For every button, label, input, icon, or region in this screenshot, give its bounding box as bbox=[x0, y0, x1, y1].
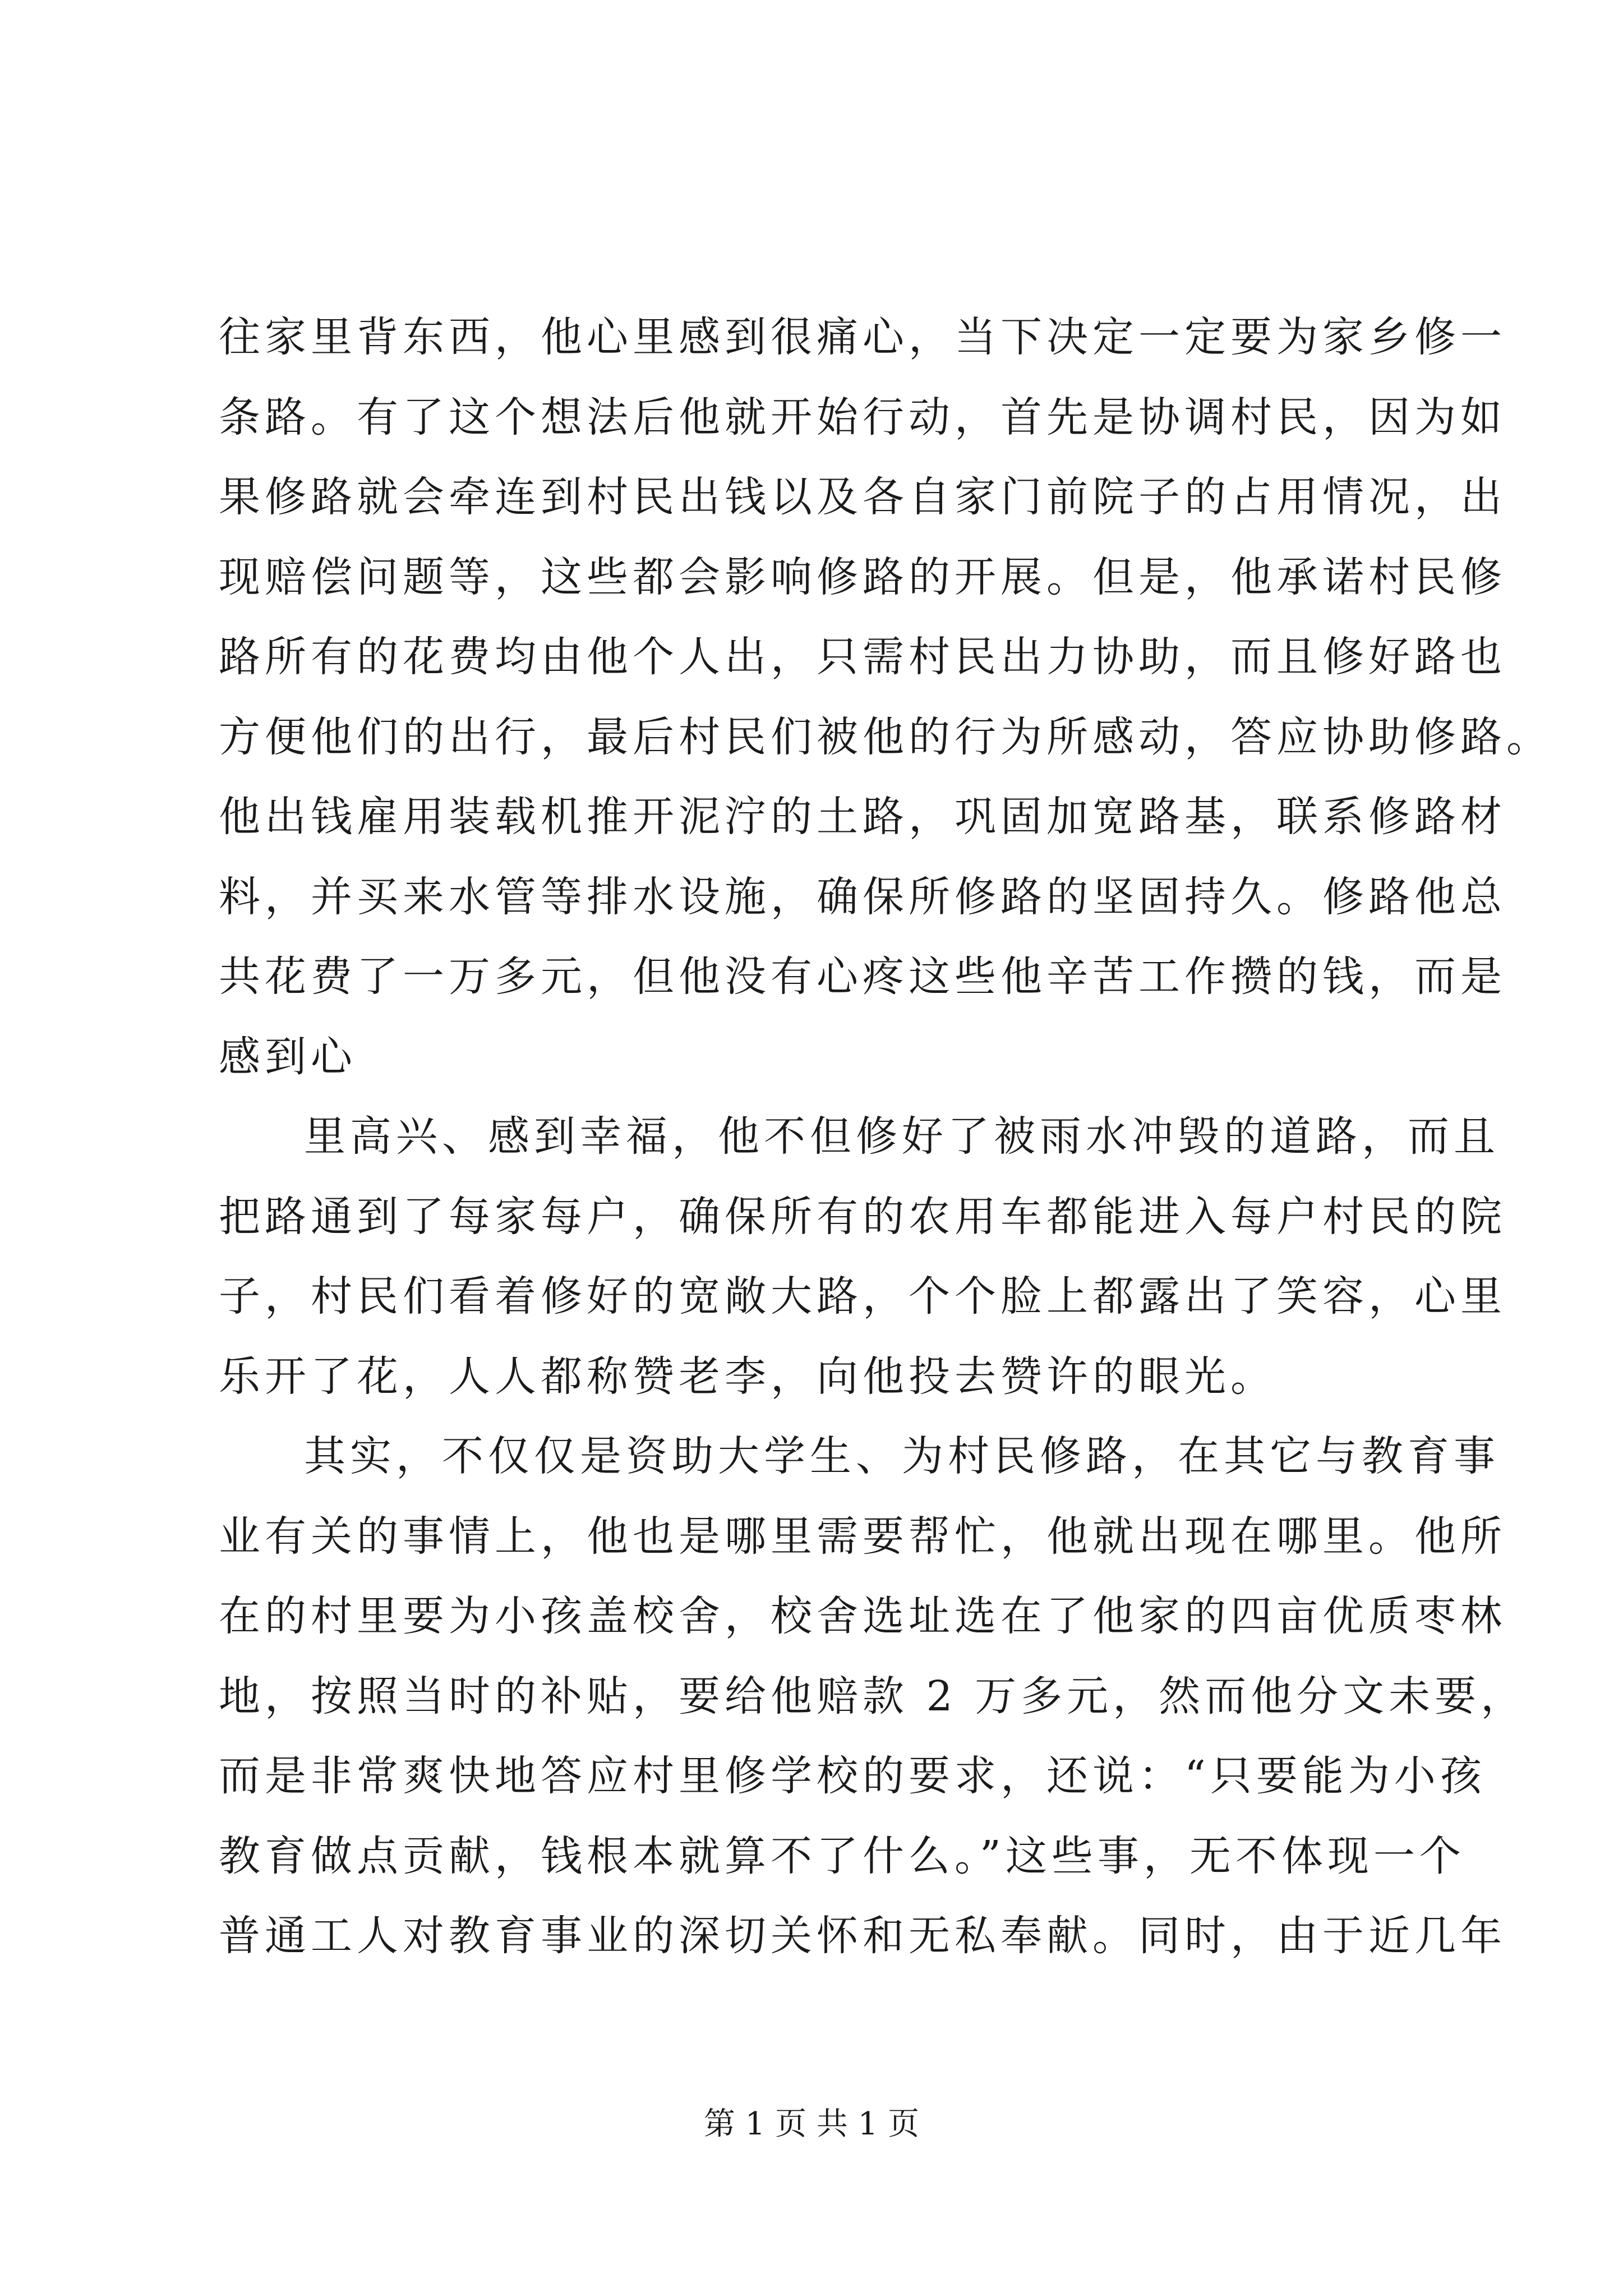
text-line: 子，村民们看着修好的宽敞大路，个个脸上都露出了笑容，心里 bbox=[219, 1272, 1506, 1320]
text-line: 往家里背东西，他心里感到很痛心，当下决定一定要为家乡修一 bbox=[219, 313, 1506, 361]
text-line: 现赔偿问题等，这些都会影响修路的开展。但是，他承诺村民修 bbox=[219, 553, 1506, 601]
page-footer bbox=[0, 2105, 1623, 2144]
text-line: 教育做点贡献，钱根本就算不了什么。”这些事，无不体现一个 bbox=[219, 1832, 1465, 1880]
text-line: 把路通到了每家每户，确保所有的农用车都能进入每户村民的院 bbox=[219, 1192, 1506, 1241]
text-line: 业有关的事情上，他也是哪里需要帮忙，他就出现在哪里。他所 bbox=[219, 1512, 1506, 1561]
text-line: 普通工人对教育事业的深切关怀和无私奉献。同时，由于近几年 bbox=[219, 1912, 1506, 1960]
text-line-paragraph-start: 其实，不仅仅是资助大学生、为村民修路，在其它与教育事 bbox=[304, 1432, 1500, 1480]
text-line: 他出钱雇用装载机推开泥泞的土路，巩固加宽路基，联系修路材 bbox=[219, 793, 1506, 841]
text-line-paragraph-start: 里高兴、感到幸福，他不但修好了被雨水冲毁的道路，而且 bbox=[304, 1112, 1500, 1161]
text-line: 乐开了花，人人都称赞老李，向他投去赞许的眼光。 bbox=[219, 1352, 1276, 1401]
document-body bbox=[219, 297, 1552, 1976]
text-line: 共花费了一万多元，但他没有心疼这些他辛苦工作攒的钱，而是 bbox=[219, 953, 1506, 1001]
text-line: 感到心 bbox=[219, 1032, 357, 1081]
text-line: 方便他们的出行，最后村民们被他的行为所感动，答应协助修路。 bbox=[219, 712, 1552, 761]
text-line: 地，按照当时的补贴，要给他赔款 2 万多元，然而他分文未要， bbox=[219, 1672, 1527, 1720]
text-line: 在的村里要为小孩盖校舍，校舍选址选在了他家的四亩优质枣林 bbox=[219, 1592, 1506, 1640]
text-line: 料，并买来水管等排水设施，确保所修路的坚固持久。修路他总 bbox=[219, 872, 1506, 921]
text-line: 条路。有了这个想法后他就开始行动，首先是协调村民，因为如 bbox=[219, 393, 1506, 441]
text-line: 果修路就会牵连到村民出钱以及各自家门前院子的占用情况，出 bbox=[219, 473, 1506, 521]
text-line: 而是非常爽快地答应村里修学校的要求，还说：“只要能为小孩 bbox=[219, 1752, 1486, 1800]
text-line: 路所有的花费均由他个人出，只需村民出力协助，而且修好路也 bbox=[219, 633, 1506, 681]
page-number-label: 第 1 页 共 1 页 bbox=[703, 2106, 920, 2142]
